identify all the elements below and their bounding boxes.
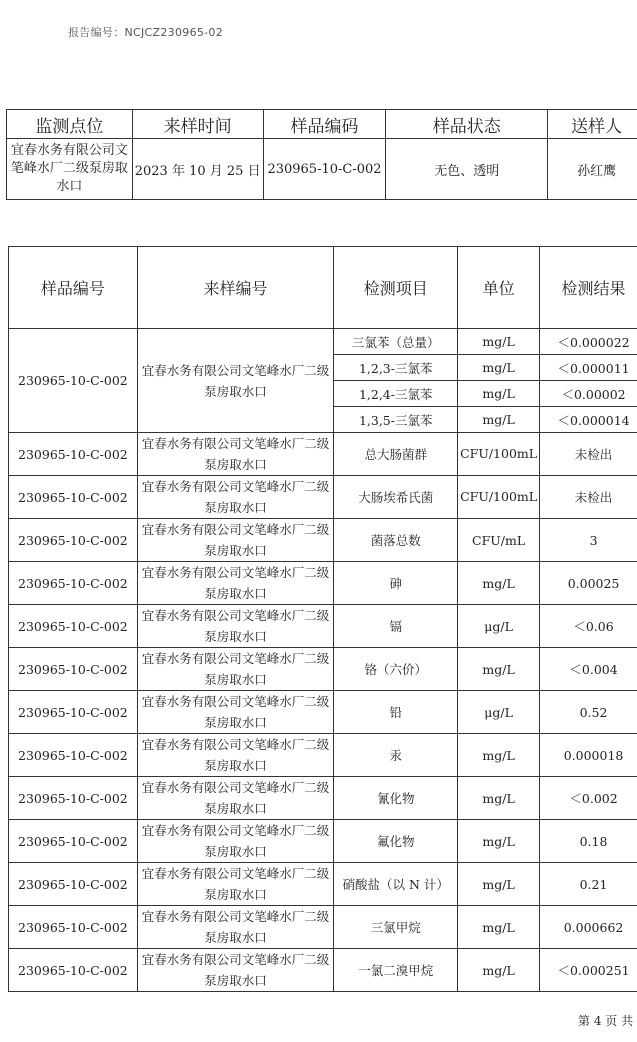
result: ＜0.06 bbox=[540, 605, 637, 648]
sample-id: 230965-10-C-002 bbox=[9, 863, 138, 906]
page-number: 第 4 页 共 bbox=[578, 1014, 634, 1028]
unit: mg/L bbox=[458, 949, 540, 992]
sample-source: 宜春水务有限公司文笔峰水厂二级泵房取水口 bbox=[137, 648, 334, 691]
test-item: 菌落总数 bbox=[334, 519, 458, 562]
sample-source: 宜春水务有限公司文笔峰水厂二级泵房取水口 bbox=[137, 562, 334, 605]
header-source: 来样编号 bbox=[137, 247, 334, 329]
result: ＜0.000014 bbox=[540, 407, 637, 433]
result: 0.00025 bbox=[540, 562, 637, 605]
sample-id: 230965-10-C-002 bbox=[9, 906, 138, 949]
header-sample-id: 样品编号 bbox=[9, 247, 138, 329]
sample-source: 宜春水务有限公司文笔峰水厂二级泵房取水口 bbox=[137, 820, 334, 863]
sender-value: 孙红鹰 bbox=[548, 139, 637, 200]
result: 0.000018 bbox=[540, 734, 637, 777]
unit: μg/L bbox=[458, 605, 540, 648]
result: 3 bbox=[540, 519, 637, 562]
result: 0.000662 bbox=[540, 906, 637, 949]
unit: CFU/100mL bbox=[458, 433, 540, 476]
unit: CFU/100mL bbox=[458, 476, 540, 519]
result: ＜0.002 bbox=[540, 777, 637, 820]
table-row bbox=[9, 648, 637, 691]
unit: mg/L bbox=[458, 863, 540, 906]
sample-id: 230965-10-C-002 bbox=[9, 648, 138, 691]
header-code: 样品编码 bbox=[263, 110, 386, 139]
header-item: 检测项目 bbox=[334, 247, 458, 329]
sample-source: 宜春水务有限公司文笔峰水厂二级泵房取水口 bbox=[137, 777, 334, 820]
test-item: 砷 bbox=[334, 562, 458, 605]
unit: mg/L bbox=[458, 407, 540, 433]
header-location: 监测点位 bbox=[7, 110, 133, 139]
header-unit: 单位 bbox=[458, 247, 540, 329]
result: ＜0.000011 bbox=[540, 355, 637, 381]
code-value: 230965-10-C-002 bbox=[263, 139, 386, 200]
table-row bbox=[9, 433, 637, 476]
sample-id: 230965-10-C-002 bbox=[9, 949, 138, 992]
sample-source: 宜春水务有限公司文笔峰水厂二级泵房取水口 bbox=[137, 949, 334, 992]
table-row bbox=[9, 605, 637, 648]
test-item: 1,2,3-三氯苯 bbox=[334, 355, 458, 381]
sample-source: 宜春水务有限公司文笔峰水厂二级泵房取水口 bbox=[137, 734, 334, 777]
sample-id: 230965-10-C-002 bbox=[9, 777, 138, 820]
test-item: 汞 bbox=[334, 734, 458, 777]
sample-id: 230965-10-C-002 bbox=[9, 734, 138, 777]
sample-id: 230965-10-C-002 bbox=[9, 519, 138, 562]
table-row bbox=[9, 734, 637, 777]
test-item: 氰化物 bbox=[334, 777, 458, 820]
unit: mg/L bbox=[458, 820, 540, 863]
table-row bbox=[9, 476, 637, 519]
test-item: 镉 bbox=[334, 605, 458, 648]
sample-id: 230965-10-C-002 bbox=[9, 605, 138, 648]
unit: mg/L bbox=[458, 777, 540, 820]
result: ＜0.000251 bbox=[540, 949, 637, 992]
sample-id: 230965-10-C-002 bbox=[9, 562, 138, 605]
test-item: 一氯二溴甲烷 bbox=[334, 949, 458, 992]
sample-source: 宜春水务有限公司文笔峰水厂二级泵房取水口 bbox=[137, 329, 334, 433]
result: ＜0.00002 bbox=[540, 381, 637, 407]
test-item: 三氯甲烷 bbox=[334, 906, 458, 949]
table-row bbox=[9, 329, 637, 355]
result: 未检出 bbox=[540, 476, 637, 519]
result: ＜0.000022 bbox=[540, 329, 637, 355]
test-item: 总大肠菌群 bbox=[334, 433, 458, 476]
sample-id: 230965-10-C-002 bbox=[9, 820, 138, 863]
table-row bbox=[9, 562, 637, 605]
report-number: 报告编号：NCJCZ230965-02 bbox=[68, 26, 224, 39]
results-table bbox=[8, 246, 637, 992]
sample-info-table bbox=[6, 109, 637, 200]
test-item: 铅 bbox=[334, 691, 458, 734]
sample-id: 230965-10-C-002 bbox=[9, 329, 138, 433]
sample-id: 230965-10-C-002 bbox=[9, 691, 138, 734]
unit: mg/L bbox=[458, 381, 540, 407]
header-result: 检测结果 bbox=[540, 247, 637, 329]
test-item: 氟化物 bbox=[334, 820, 458, 863]
sample-source: 宜春水务有限公司文笔峰水厂二级泵房取水口 bbox=[137, 433, 334, 476]
table-row bbox=[9, 906, 637, 949]
result: 未检出 bbox=[540, 433, 637, 476]
unit: CFU/mL bbox=[458, 519, 540, 562]
table-row bbox=[9, 820, 637, 863]
sample-source: 宜春水务有限公司文笔峰水厂二级泵房取水口 bbox=[137, 906, 334, 949]
result: 0.21 bbox=[540, 863, 637, 906]
test-item: 铬（六价） bbox=[334, 648, 458, 691]
sample-source: 宜春水务有限公司文笔峰水厂二级泵房取水口 bbox=[137, 476, 334, 519]
test-item: 大肠埃希氏菌 bbox=[334, 476, 458, 519]
result: 0.18 bbox=[540, 820, 637, 863]
sample-id: 230965-10-C-002 bbox=[9, 476, 138, 519]
header-state: 样品状态 bbox=[386, 110, 548, 139]
sample-source: 宜春水务有限公司文笔峰水厂二级泵房取水口 bbox=[137, 519, 334, 562]
table-row bbox=[9, 863, 637, 906]
result: 0.52 bbox=[540, 691, 637, 734]
unit: μg/L bbox=[458, 691, 540, 734]
table-row bbox=[9, 777, 637, 820]
test-item: 硝酸盐（以 N 计） bbox=[334, 863, 458, 906]
table-row bbox=[9, 949, 637, 992]
result: ＜0.004 bbox=[540, 648, 637, 691]
unit: mg/L bbox=[458, 906, 540, 949]
state-value: 无色、透明 bbox=[386, 139, 548, 200]
table-row bbox=[9, 691, 637, 734]
unit: mg/L bbox=[458, 648, 540, 691]
unit: mg/L bbox=[458, 355, 540, 381]
test-item: 1,2,4-三氯苯 bbox=[334, 381, 458, 407]
location-value: 宜春水务有限公司文笔峰水厂二级泵房取水口 bbox=[7, 139, 133, 200]
sample-source: 宜春水务有限公司文笔峰水厂二级泵房取水口 bbox=[137, 863, 334, 906]
test-item: 1,3,5-三氯苯 bbox=[334, 407, 458, 433]
unit: mg/L bbox=[458, 734, 540, 777]
sample-id: 230965-10-C-002 bbox=[9, 433, 138, 476]
unit: mg/L bbox=[458, 562, 540, 605]
unit: mg/L bbox=[458, 329, 540, 355]
header-time: 来样时间 bbox=[132, 110, 263, 139]
header-sender: 送样人 bbox=[548, 110, 637, 139]
table-row bbox=[9, 519, 637, 562]
sample-source: 宜春水务有限公司文笔峰水厂二级泵房取水口 bbox=[137, 691, 334, 734]
sample-source: 宜春水务有限公司文笔峰水厂二级泵房取水口 bbox=[137, 605, 334, 648]
test-item: 三氯苯（总量） bbox=[334, 329, 458, 355]
time-value: 2023 年 10 月 25 日 bbox=[132, 139, 263, 200]
